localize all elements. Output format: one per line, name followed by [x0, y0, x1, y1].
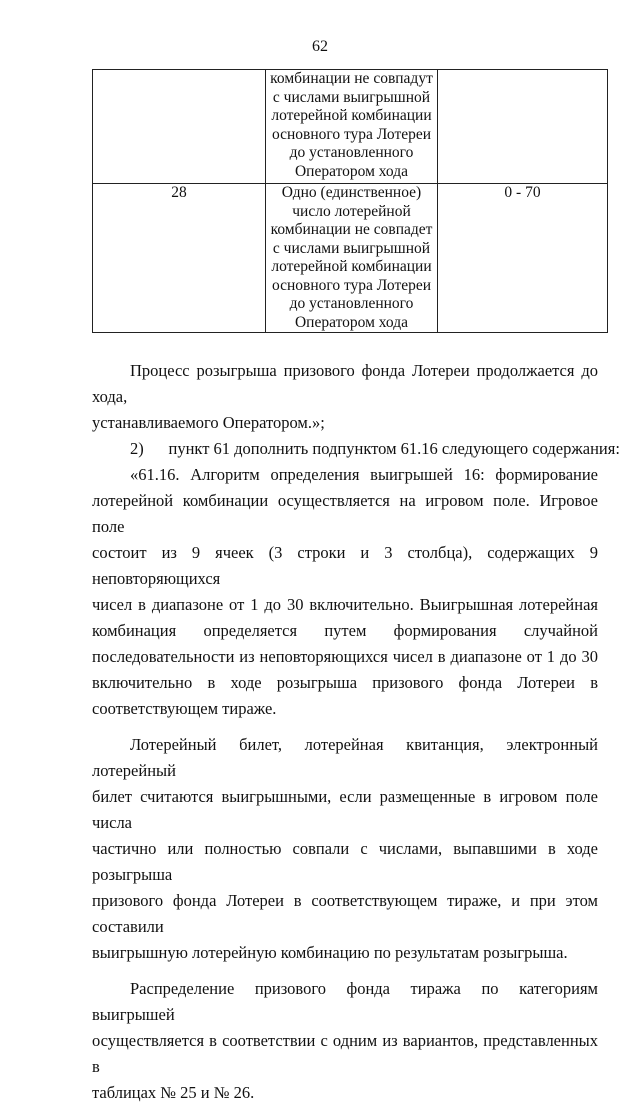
text-line: Процесс розыгрыша призового фонда Лотереи продолжается до хода,: [92, 361, 598, 406]
paragraph: [92, 976, 598, 1106]
description-line: комбинации не совпадет: [270, 221, 433, 238]
description-line: основного тура Лотереи: [271, 276, 432, 294]
category-number-cell: [93, 184, 266, 333]
body-text: [92, 358, 620, 1106]
prize-share-cell: [438, 184, 608, 333]
prize-share-cell: [438, 70, 608, 184]
category-number: 28: [171, 184, 187, 201]
table-row: [93, 70, 608, 184]
text-line: включительно в ходе розыгрыша призового фонда Лотереи в: [92, 673, 598, 692]
prize-share: 0 - 70: [504, 184, 541, 201]
description-line: Оператором хода: [294, 162, 409, 180]
table-row: [93, 184, 608, 333]
category-description: [270, 184, 433, 332]
text-line: устанавливаемого Оператором.»;: [92, 413, 325, 432]
text-line: соответствующем тираже.: [92, 699, 277, 718]
paragraph: [92, 732, 598, 966]
text-line: таблицах № 25 и № 26.: [92, 1083, 255, 1102]
text-line: Лотерейный билет, лотерейная квитанция, электронный лотерейный: [92, 735, 598, 780]
category-description-cell: [266, 184, 438, 333]
prize-distribution-table: [92, 69, 608, 333]
text-line: лотерейной комбинации осуществляется на игровом поле. Игровое поле: [92, 491, 598, 536]
description-line: лотерейной комбинации: [271, 258, 432, 275]
description-line: с числами выигрышной: [272, 88, 431, 106]
text-line: билет считаются выигрышными, если размещенные в игровом поле числа: [92, 787, 598, 832]
category-description: [270, 70, 433, 181]
text-line: состоит из 9 ячеек (3 строки и 3 столбца), содержащих 9 неповторяющихся: [92, 543, 598, 588]
text-line: чисел в диапазоне от 1 до 30 включительно. Выигрышная лотерейная: [92, 595, 598, 614]
description-line: основного тура Лотереи: [271, 125, 432, 143]
paragraph: [92, 462, 598, 722]
text-line: Распределение призового фонда тиража по категориям выигрышей: [92, 979, 598, 1024]
description-line: Одно (единственное): [281, 184, 422, 201]
description-line: до установленного: [289, 144, 414, 161]
paragraph: [92, 436, 620, 462]
description-line: до установленного: [289, 295, 414, 312]
category-description-cell: [266, 70, 438, 184]
text-line: 2) пункт 61 дополнить подпунктом 61.16 следующего содержания:: [130, 439, 620, 458]
text-line: частично или полностью совпали с числами, выпавшими в ходе розыгрыша: [92, 839, 598, 884]
text-line: призового фонда Лотереи в соответствующем тираже, и при этом составили: [92, 891, 598, 936]
description-line: с числами выигрышной: [272, 239, 431, 257]
description-line: лотерейной комбинации: [271, 107, 432, 124]
text-line: выигрышную лотерейную комбинацию по результатам розыгрыша.: [92, 943, 568, 962]
description-line: число лотерейной: [292, 202, 411, 220]
text-line: последовательности из неповторяющихся чисел в диапазоне от 1 до 30: [92, 647, 598, 666]
text-line: комбинация определяется путем формирования случайной: [92, 621, 598, 640]
text-line: осуществляется в соответствии с одним из вариантов, представленных в: [92, 1031, 598, 1076]
text-line: «61.16. Алгоритм определения выигрышей 16: формирование: [130, 465, 598, 484]
category-number-cell: [93, 70, 266, 184]
paragraph: [92, 358, 598, 436]
description-line: комбинации не совпадут: [270, 70, 433, 87]
description-line: Оператором хода: [294, 313, 409, 331]
page-number: 62: [312, 38, 328, 55]
